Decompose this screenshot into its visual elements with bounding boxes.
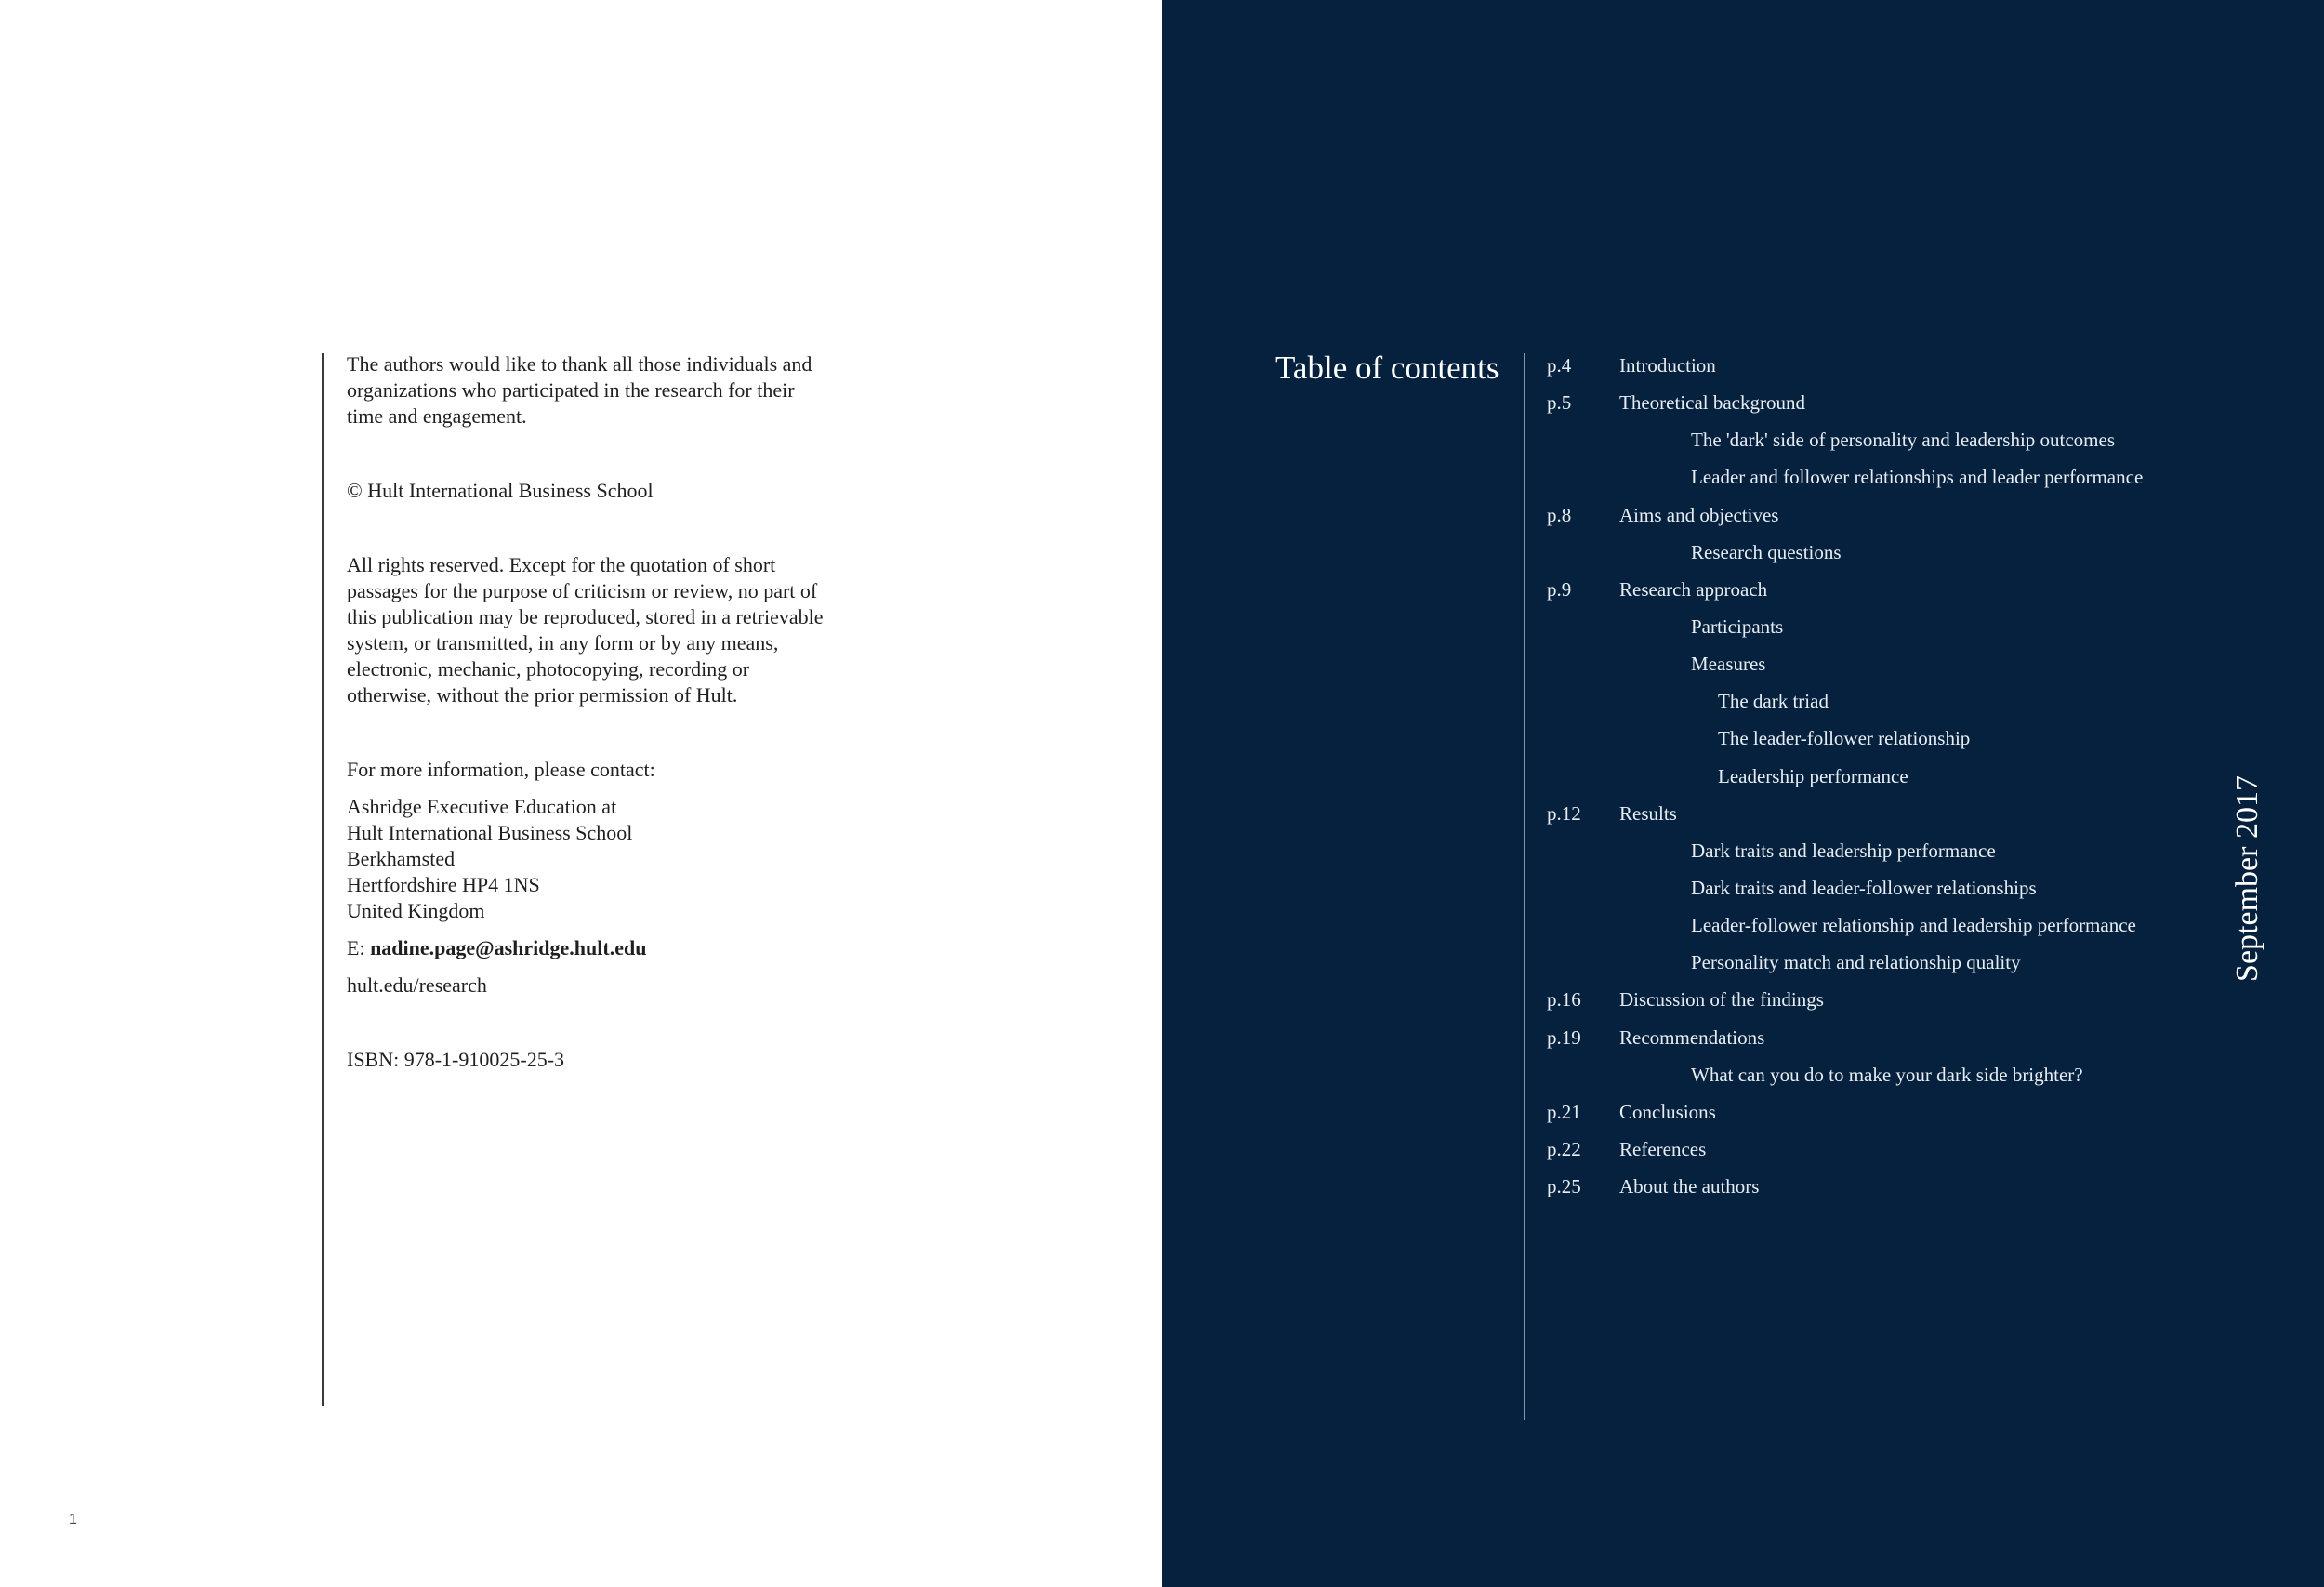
toc-entry[interactable]: [1547, 869, 2291, 906]
toc-entry-label: Personality match and relationship quality: [1691, 951, 2021, 974]
address-line: Berkhamsted: [347, 847, 456, 870]
toc-entry[interactable]: [1547, 1019, 2291, 1056]
toc-entry-label: About the authors: [1619, 1175, 1760, 1198]
toc-vertical-rule: [1524, 353, 1525, 1420]
toc-entry[interactable]: [1547, 571, 2291, 608]
toc-entry[interactable]: [1547, 1168, 2291, 1205]
toc-page-number: p.19: [1547, 1025, 1581, 1049]
toc-entry-label: References: [1619, 1137, 1707, 1160]
page-number: 1: [69, 1512, 77, 1527]
toc-entry[interactable]: [1547, 981, 2291, 1018]
toc-page-number: p.8: [1547, 503, 1572, 526]
toc-entry[interactable]: [1547, 906, 2291, 944]
toc-page-number: p.16: [1547, 988, 1581, 1012]
toc-entry[interactable]: [1547, 795, 2291, 832]
toc-page-number: p.5: [1547, 391, 1572, 415]
toc-entry-label: Introduction: [1619, 354, 1716, 377]
toc-entry-label: Conclusions: [1619, 1100, 1716, 1123]
toc-entry-label: The dark triad: [1718, 690, 1829, 713]
toc-entry-label: Aims and objectives: [1619, 503, 1779, 526]
address-line: Hult International Business School: [347, 821, 633, 844]
isbn-text: ISBN: 978-1-910025-25-3: [347, 1048, 565, 1071]
website-link[interactable]: hult.edu/research: [347, 973, 487, 997]
toc-entry[interactable]: [1547, 458, 2291, 496]
toc-entry[interactable]: [1547, 496, 2291, 534]
email-link[interactable]: nadine.page@ashridge.hult.edu: [370, 936, 647, 959]
toc-entry-label: The leader-follower relationship: [1718, 727, 1971, 750]
imprint-text-block: [347, 351, 830, 1073]
toc-entry[interactable]: [1547, 347, 2291, 384]
toc-entry-label: Participants: [1691, 615, 1784, 638]
toc-list: [1547, 347, 2291, 1205]
toc-entry-label: Discussion of the findings: [1619, 988, 1824, 1012]
toc-page-number: p.22: [1547, 1137, 1581, 1160]
toc-entry[interactable]: [1547, 421, 2291, 458]
toc-entry-label: Dark traits and leader-follower relationships: [1691, 876, 2037, 899]
acknowledgement-text: The authors would like to thank all those individuals and organizations who participated in the research for their time and engagement.: [347, 352, 812, 428]
toc-entry[interactable]: [1547, 944, 2291, 981]
address-block: [347, 794, 830, 924]
toc-page-number: p.9: [1547, 577, 1572, 601]
toc-entry[interactable]: [1547, 608, 2291, 645]
toc-entry-label: Research questions: [1691, 540, 1842, 563]
toc-entry-label: Research approach: [1619, 577, 1768, 601]
toc-entry[interactable]: [1547, 1056, 2291, 1093]
toc-entry[interactable]: [1547, 682, 2291, 720]
toc-entry-label: Results: [1619, 801, 1677, 825]
toc-entry[interactable]: [1547, 758, 2291, 795]
toc-entry-label: What can you do to make your dark side brighter?: [1691, 1063, 2083, 1086]
toc-page-number: p.4: [1547, 354, 1572, 377]
toc-entry[interactable]: [1547, 384, 2291, 421]
contact-heading: For more information, please contact:: [347, 758, 655, 781]
toc-entry[interactable]: [1547, 720, 2291, 757]
email-line: [347, 935, 830, 961]
toc-entry-label: The 'dark' side of personality and leadership outcomes: [1691, 429, 2116, 452]
toc-entry[interactable]: [1547, 1131, 2291, 1168]
rights-text: All rights reserved. Except for the quotation of short passages for the purpose of criticism or review, no part of this publication may be reproduced, stored in a retrievable system, or transmitted, in any form or by any means, electronic, mechanic, photocopying, recording or otherwise, without the prior permission of Hult.: [347, 553, 824, 707]
left-vertical-rule: [322, 353, 324, 1406]
toc-entry-label: Dark traits and leadership performance: [1691, 839, 1996, 862]
right-page: [1162, 0, 2324, 1587]
publication-date: September 2017: [2230, 775, 2265, 982]
toc-entry-label: Leadership performance: [1718, 764, 1908, 787]
copyright-text: © Hult International Business School: [347, 479, 654, 502]
toc-page-number: p.21: [1547, 1100, 1581, 1123]
toc-entry[interactable]: [1547, 534, 2291, 571]
toc-entry-label: Leader-follower relationship and leadership performance: [1691, 914, 2136, 937]
toc-entry[interactable]: [1547, 645, 2291, 682]
address-line: United Kingdom: [347, 899, 485, 922]
toc-entry-label: Theoretical background: [1619, 391, 1805, 415]
email-prefix: E:: [347, 936, 371, 959]
toc-page-number: p.25: [1547, 1175, 1581, 1198]
address-line: Hertfordshire HP4 1NS: [347, 873, 540, 896]
toc-entry-label: Leader and follower relationships and leader performance: [1691, 466, 2144, 489]
toc-title: Table of contents: [1275, 350, 1499, 386]
toc-page-number: p.12: [1547, 801, 1581, 825]
toc-entry[interactable]: [1547, 832, 2291, 869]
toc-entry[interactable]: [1547, 1093, 2291, 1131]
toc-entry-label: Recommendations: [1619, 1025, 1765, 1049]
address-line: Ashridge Executive Education at: [347, 795, 617, 818]
toc-entry-label: Measures: [1691, 653, 1766, 676]
